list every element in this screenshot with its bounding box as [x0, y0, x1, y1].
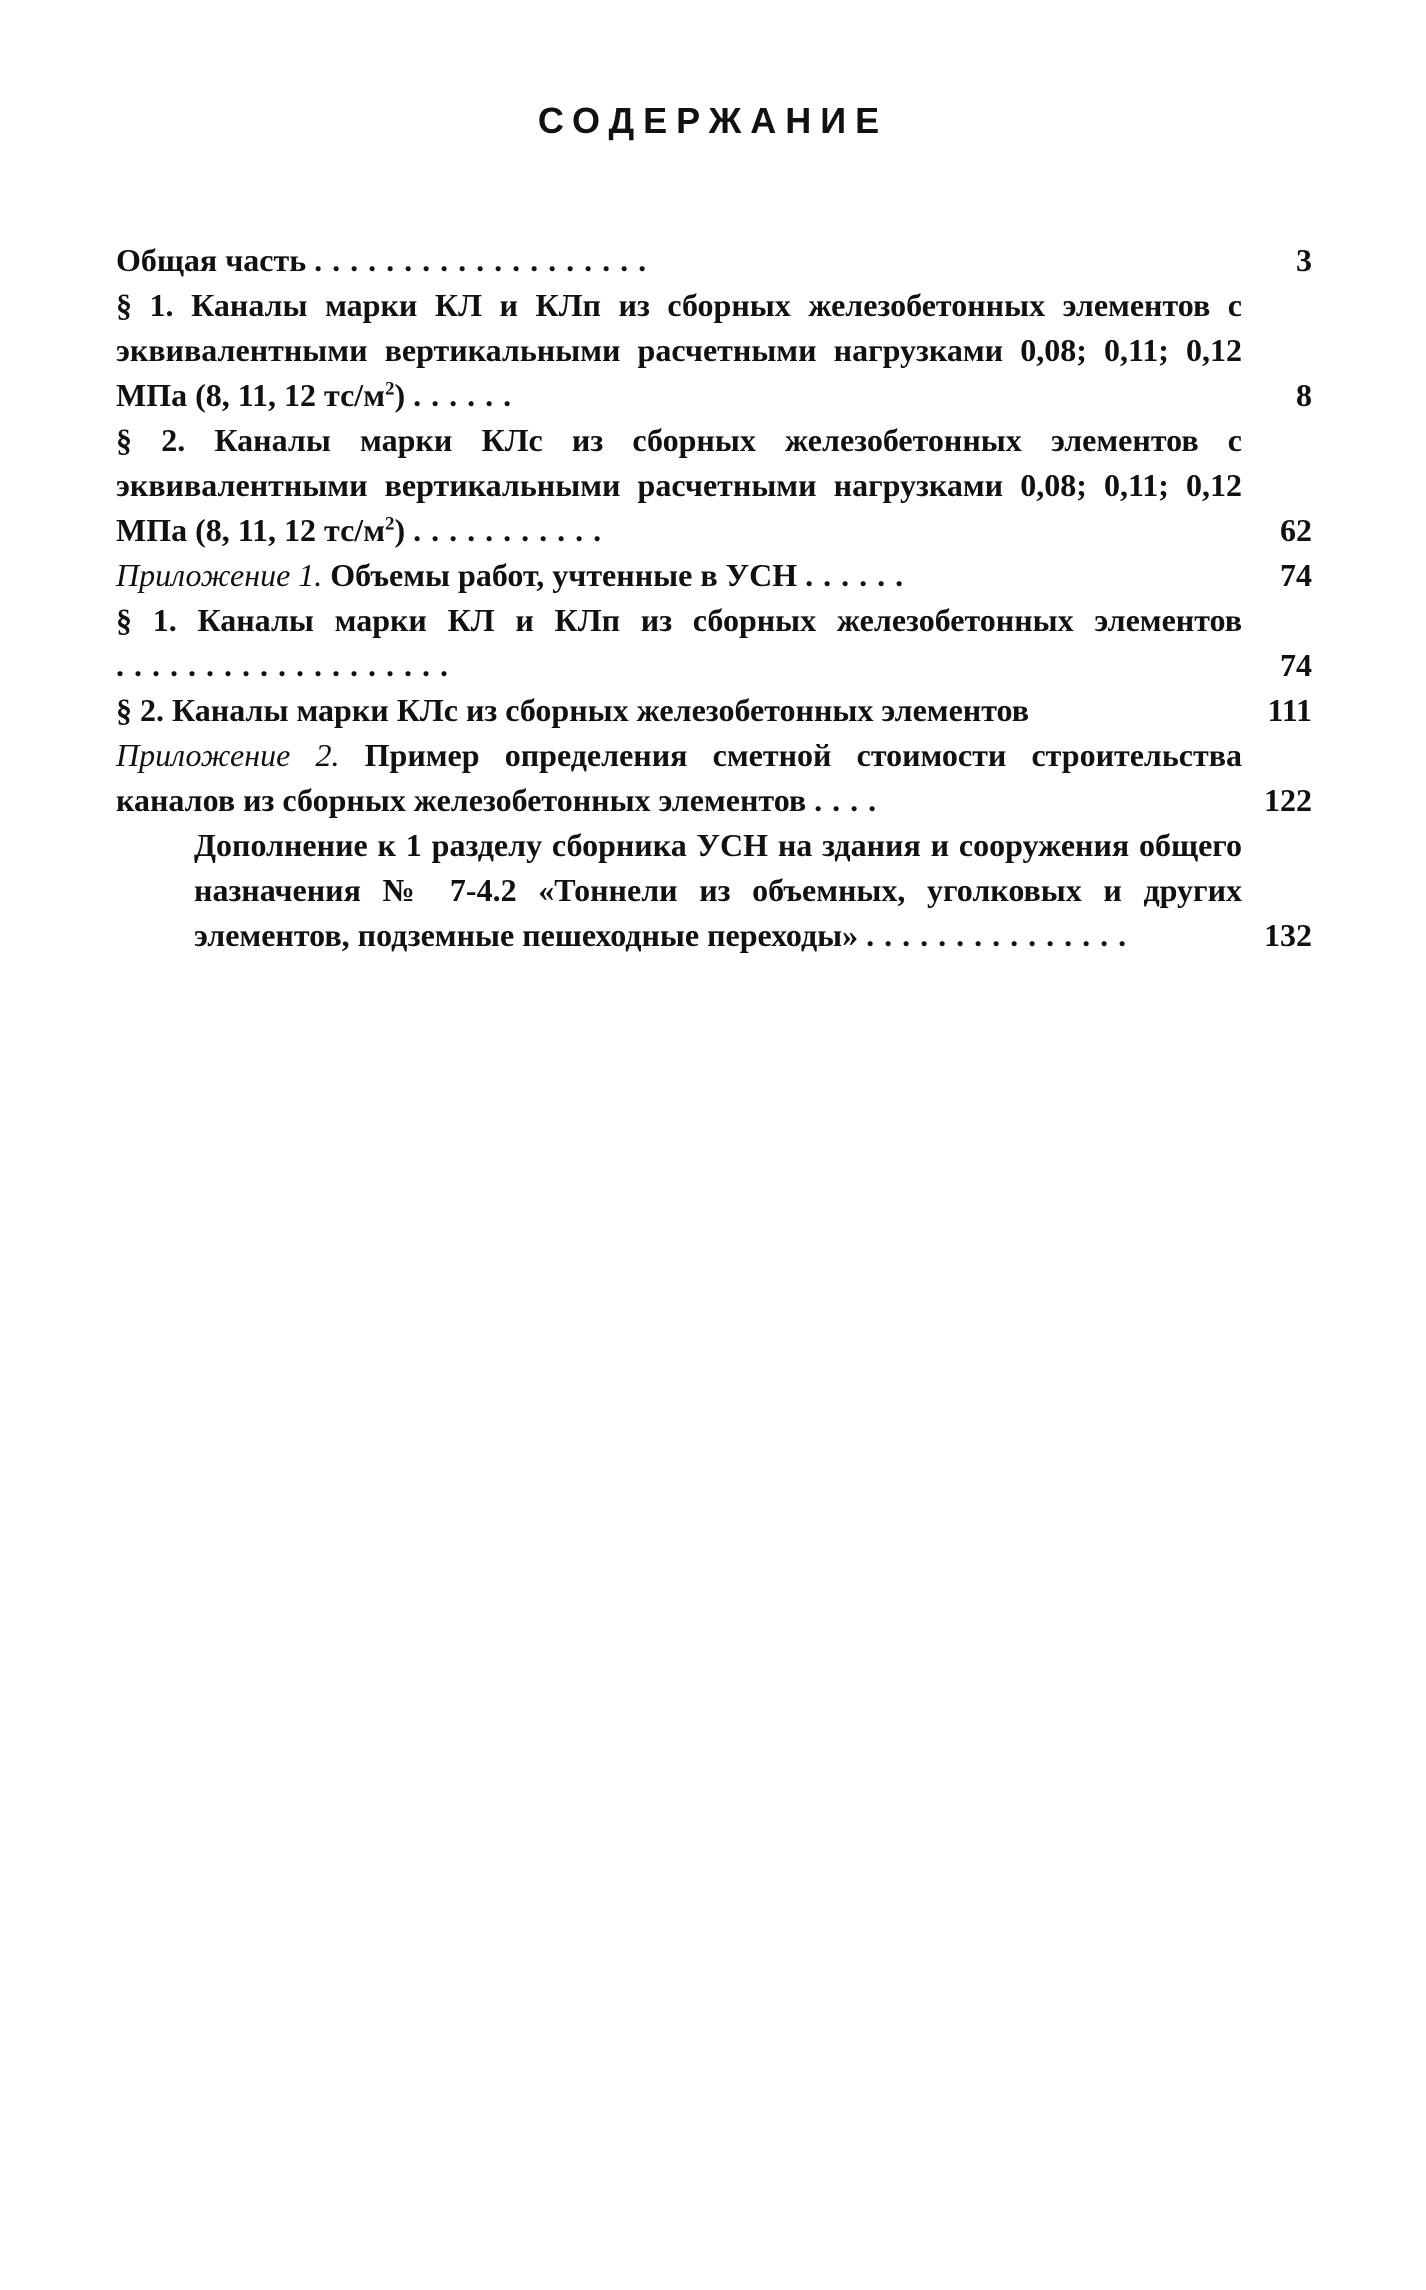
dot-leader: ....: [814, 782, 887, 818]
toc-entry-title-end: ): [394, 377, 406, 413]
toc-entry-text: [194, 823, 1242, 958]
toc-entry-lead: Приложение 2.: [116, 737, 340, 773]
toc-entry-appendix-1: [116, 553, 1312, 598]
toc-entry-text: [116, 418, 1242, 553]
toc-entry-text: [116, 688, 1242, 733]
toc-entry-title: Пример определения сметной стоимости строительства каналов из сборных железобетонных элементов: [116, 737, 1242, 818]
toc-page-number: 132: [1264, 917, 1312, 953]
toc-entry-title: § 1. Каналы марки КЛ и КЛп из сборных железобетонных элементов: [116, 602, 1242, 638]
toc-entry-general: [116, 238, 1312, 283]
toc-entry-section-2: [116, 418, 1312, 553]
dot-leader: ...........: [413, 512, 612, 548]
toc-page-number: 8: [1296, 377, 1312, 413]
toc-entry-text: [116, 283, 1242, 418]
toc-entry-appendix-1-section-1: [116, 598, 1312, 688]
toc-entry-appendix-2: [116, 733, 1312, 823]
table-of-contents: [116, 238, 1312, 958]
toc-entry-title: § 2. Каналы марки КЛс из сборных железобетонных элементов с эквивалентными вертикальными расчетными нагрузками 0,08; 0,11; 0,12 МПа (8, 11, 12 тс/м: [116, 422, 1242, 548]
dot-leader: ......: [413, 377, 522, 413]
toc-page-number: 62: [1280, 512, 1312, 548]
toc-entry-lead: Приложение 1.: [116, 557, 323, 593]
toc-page-number: 122: [1264, 782, 1312, 818]
toc-entry-title: Объемы работ, учтенные в УСН: [330, 557, 798, 593]
toc-entry-text: [116, 733, 1242, 823]
toc-entry-supplement: [116, 823, 1312, 958]
superscript: 2: [384, 513, 395, 535]
dot-leader: ...................: [314, 242, 657, 278]
page-title: СОДЕРЖАНИЕ: [537, 100, 889, 141]
toc-entry-appendix-1-section-2: [116, 688, 1312, 733]
toc-entry-title: Дополнение к 1 разделу сборника УСН на здания и сооружения общего назначения № 7-4.2 «Тоннели из объемных, уголковых и других элементов, подземные пешеходные переходы»: [194, 827, 1242, 953]
toc-page-number: 3: [1296, 242, 1312, 278]
dot-leader: ......: [805, 557, 914, 593]
toc-page-number: 74: [1280, 557, 1312, 593]
toc-entry-text: [116, 553, 1242, 598]
toc-page-number: 111: [1267, 692, 1312, 728]
superscript: 2: [384, 378, 395, 400]
toc-page-number: 74: [1280, 647, 1312, 683]
dot-leader: ...................: [116, 647, 458, 683]
dot-leader: ...............: [866, 917, 1137, 953]
toc-entry-title: § 1. Каналы марки КЛ и КЛп из сборных железобетонных элементов с эквивалентными вертикальными расчетными нагрузками 0,08; 0,11; 0,12 МПа (8, 11, 12 тс/м: [116, 287, 1242, 413]
toc-entry-text: [116, 598, 1242, 688]
toc-entry-section-1: [116, 283, 1312, 418]
toc-entry-text: [116, 238, 1242, 283]
toc-entry-title-end: ): [394, 512, 406, 548]
toc-entry-title: Общая часть: [116, 242, 307, 278]
toc-entry-title: § 2. Каналы марки КЛс из сборных железобетонных элементов: [116, 692, 1029, 728]
